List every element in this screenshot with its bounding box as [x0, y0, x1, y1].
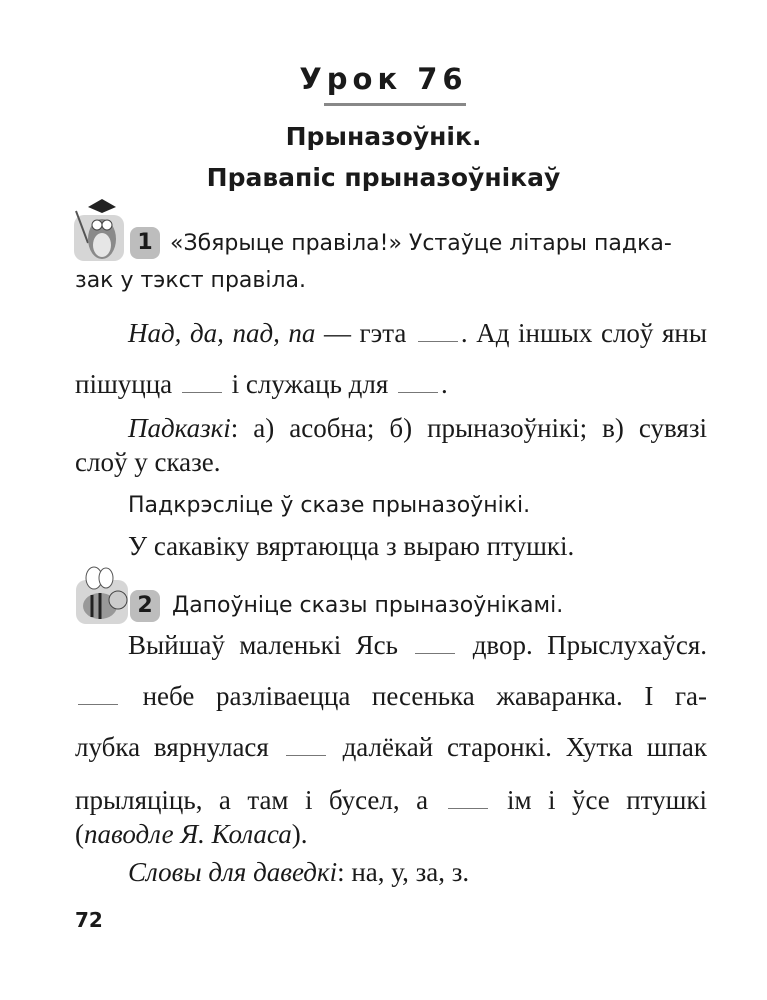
lesson-subtitle: Правапіс прыназоўнікаў — [206, 163, 561, 192]
reference-words: Словы для даведкі: на, у, за, з. — [128, 857, 470, 887]
rule-line: пішуцца і служаць для . — [75, 369, 448, 399]
task-number: 2 — [130, 590, 160, 622]
exercise-line: небе разліваецца песенька жаваранка. І га- — [75, 681, 707, 711]
hint-line: слоў у сказе. — [75, 447, 221, 477]
blank-field[interactable] — [415, 633, 455, 654]
blank-field[interactable] — [398, 372, 438, 393]
source-line: (паводле Я. Коласа). — [75, 819, 308, 849]
blank-field[interactable] — [182, 372, 222, 393]
task-2-badge — [74, 566, 153, 633]
page-number: 72 — [75, 908, 103, 932]
blank-field[interactable] — [448, 788, 488, 809]
blank-field[interactable] — [286, 735, 326, 756]
exercise-line: Выйшаў маленькі Ясь двор. Прыслухаўся. — [128, 630, 707, 660]
lesson-subtitle: Прыназоўнік. — [285, 122, 482, 151]
task-2-instruction: Дапоўніце сказы прыназоўнікамі. — [172, 593, 564, 618]
exercise-line: прыляціць, а там і бусел, а ім і ўсе птушкі — [75, 785, 708, 815]
hint-line: Падказкі: а) асобна; б) прыназоўнікі; в) сувязі — [128, 413, 707, 443]
task-1-instruction: зак у тэкст правіла. — [75, 268, 306, 293]
rule-line: Над, да, пад, па — гэта . Ад іншых слоў яны — [128, 318, 707, 348]
example-sentence: У сакавіку вяртаюцца з выраю птушкі. — [128, 531, 575, 561]
title-underline — [324, 103, 466, 106]
exercise-line: лубка вярнулася далёкай старонкі. Хутка шпак — [75, 732, 708, 762]
task-1-instruction: «Збярыце правіла!» Устаўце літары падка- — [170, 231, 672, 256]
underline-instruction: Падкрэсліце ў сказе прыназоўнікі. — [128, 493, 531, 518]
lesson-title: Урок 76 — [299, 62, 468, 96]
blank-field[interactable] — [78, 684, 118, 705]
task-1-badge — [72, 193, 153, 268]
blank-field[interactable] — [418, 321, 458, 342]
task-number: 1 — [130, 227, 160, 259]
